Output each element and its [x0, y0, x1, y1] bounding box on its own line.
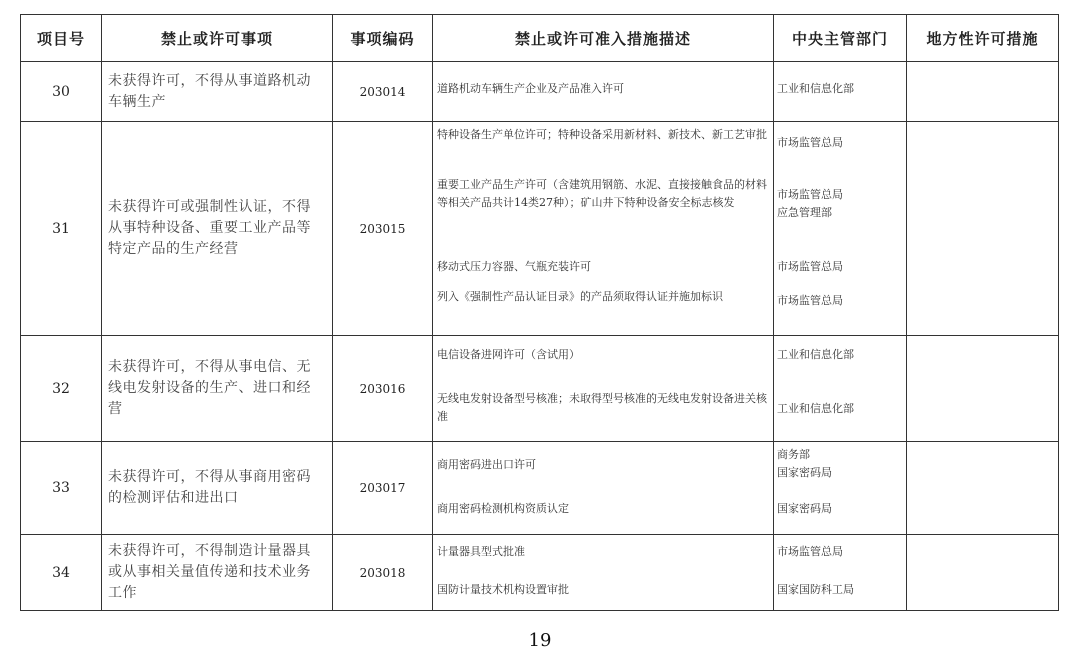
measure-description: 移动式压力容器、气瓶充装许可	[437, 260, 591, 273]
header-measure-description: 禁止或许可准入措施描述	[433, 15, 774, 62]
header-local-measures: 地方性许可措施	[907, 15, 1059, 62]
central-department: 工业和信息化部	[777, 82, 854, 95]
central-department-cell	[774, 122, 907, 336]
matter-code: 203017	[333, 442, 433, 535]
measure-description: 商用密码检测机构资质认定	[437, 502, 569, 515]
matter-code: 203018	[333, 535, 433, 611]
matter-code: 203015	[333, 122, 433, 336]
central-department: 市场监管总局	[777, 545, 843, 558]
measure-description-cell	[433, 336, 774, 442]
central-department: 工业和信息化部	[777, 402, 854, 415]
central-department-cell	[774, 442, 907, 535]
table-row	[21, 442, 1059, 535]
measure-description: 电信设备进网许可（含试用）	[437, 348, 580, 361]
permit-matter: 未获得许可，不得制造计量器具或从事相关量值传递和技术业务工作	[102, 535, 333, 611]
measure-description: 道路机动车辆生产企业及产品准入许可	[437, 82, 624, 95]
item-number: 31	[21, 122, 102, 336]
table-row	[21, 535, 1059, 611]
permit-table	[20, 14, 1059, 611]
header-central-department: 中央主管部门	[774, 15, 907, 62]
central-department-cell	[774, 62, 907, 122]
table-row	[21, 336, 1059, 442]
measure-description: 重要工业产品生产许可（含建筑用钢筋、水泥、直接接触食品的材料等相关产品共计14类27种）；矿山井下特种设备安全标志核发	[437, 178, 767, 209]
permit-matter: 未获得许可，不得从事道路机动车辆生产	[102, 62, 333, 122]
measure-description-cell	[433, 122, 774, 336]
permit-matter: 未获得许可，不得从事电信、无线电发射设备的生产、进口和经营	[102, 336, 333, 442]
header-row	[21, 15, 1059, 62]
permit-matter: 未获得许可或强制性认证，不得从事特种设备、重要工业产品等特定产品的生产经营	[102, 122, 333, 336]
central-department: 工业和信息化部	[777, 348, 854, 361]
measure-description-cell	[433, 442, 774, 535]
header-permit-matter: 禁止或许可事项	[102, 15, 333, 62]
local-measures-cell	[907, 336, 1059, 442]
permit-matter: 未获得许可，不得从事商用密码的检测评估和进出口	[102, 442, 333, 535]
local-measures-cell	[907, 535, 1059, 611]
header-matter-code: 事项编码	[333, 15, 433, 62]
central-department: 国家国防科工局	[777, 583, 854, 596]
central-department: 市场监管总局 应急管理部	[777, 188, 843, 219]
measure-description: 列入《强制性产品认证目录》的产品须取得认证并施加标识	[437, 290, 723, 303]
item-number: 34	[21, 535, 102, 611]
central-department: 市场监管总局	[777, 136, 843, 149]
item-number: 30	[21, 62, 102, 122]
measure-description: 无线电发射设备型号核准；未取得型号核准的无线电发射设备进关核准	[437, 392, 767, 423]
matter-code: 203016	[333, 336, 433, 442]
table-row	[21, 122, 1059, 336]
central-department: 市场监管总局	[777, 260, 843, 273]
central-department: 商务部 国家密码局	[777, 448, 832, 479]
item-number: 33	[21, 442, 102, 535]
item-number: 32	[21, 336, 102, 442]
page-number: 19	[528, 630, 552, 651]
central-department-cell	[774, 336, 907, 442]
matter-code: 203014	[333, 62, 433, 122]
measure-description-cell	[433, 62, 774, 122]
measure-description-cell	[433, 535, 774, 611]
measure-description: 计量器具型式批准	[437, 545, 525, 558]
central-department: 国家密码局	[777, 502, 832, 515]
header-item-number: 项目号	[21, 15, 102, 62]
measure-description: 特种设备生产单位许可；特种设备采用新材料、新技术、新工艺审批	[437, 128, 767, 141]
local-measures-cell	[907, 442, 1059, 535]
measure-description: 国防计量技术机构设置审批	[437, 583, 569, 596]
measure-description: 商用密码进出口许可	[437, 458, 536, 471]
central-department-cell	[774, 535, 907, 611]
local-measures-cell	[907, 62, 1059, 122]
local-measures-cell	[907, 122, 1059, 336]
central-department: 市场监管总局	[777, 294, 843, 307]
table-row	[21, 62, 1059, 122]
